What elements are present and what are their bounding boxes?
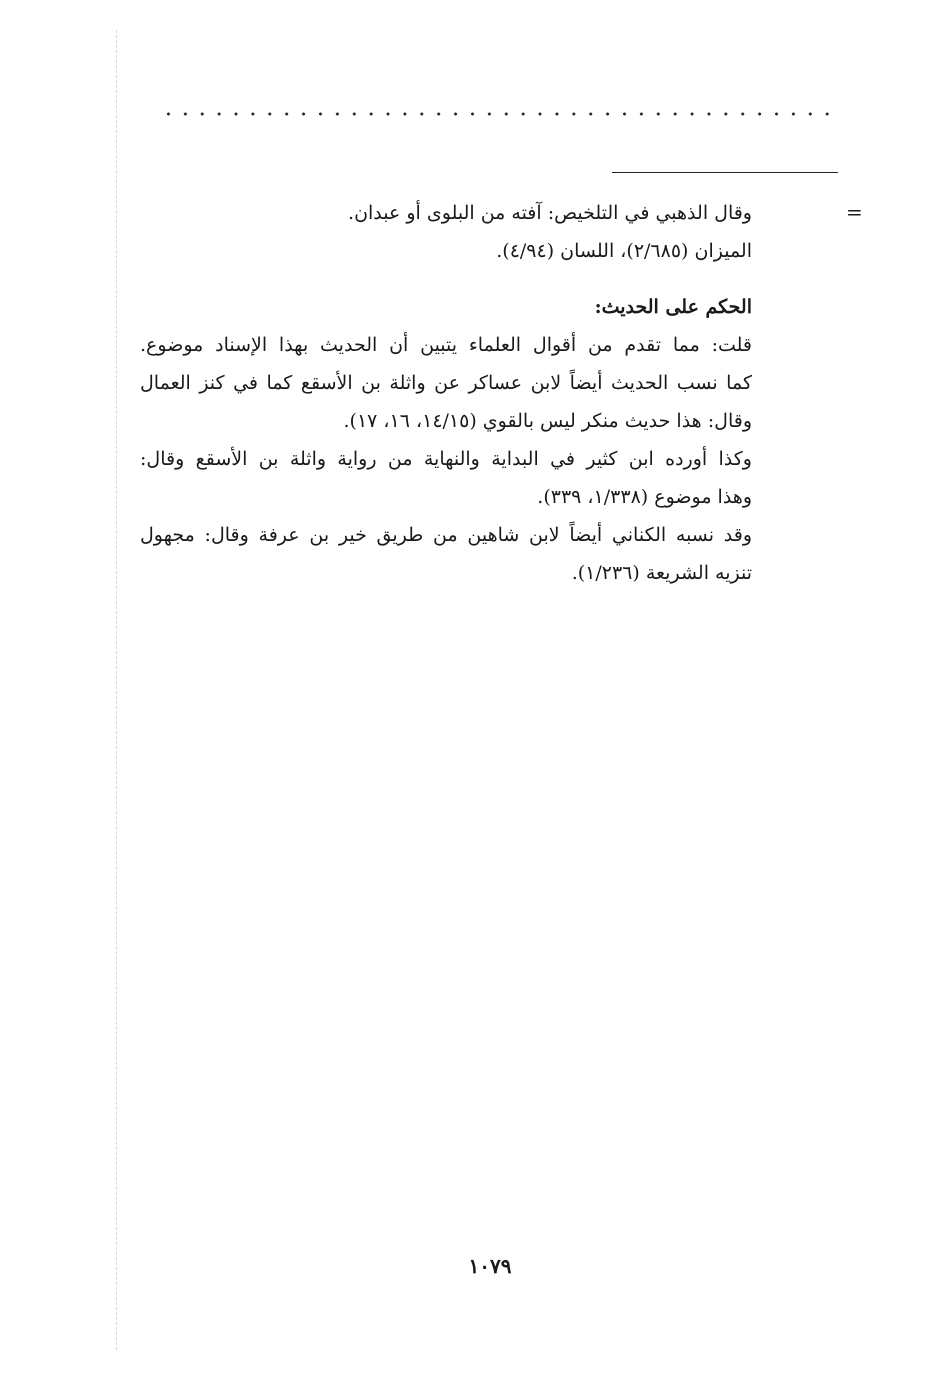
dotted-separator (160, 110, 836, 118)
ruling-line-2: كما نسب الحديث أيضاً لابن عساكر عن واثلة بن الأسقع كما في كنز العمال (140, 372, 752, 394)
hadith-ruling-section (140, 288, 752, 592)
ruling-line-4: وكذا أورده ابن كثير في البداية والنهاية من رواية واثلة بن الأسقع وقال: (140, 448, 752, 470)
ruling-line-5: وهذا موضوع (١/٣٣٨، ٣٣٩). (537, 486, 752, 508)
footnote-continuation-mark: = (846, 200, 863, 224)
page-number: ١٠٧٩ (468, 1254, 512, 1278)
ruling-line-7: تنزيه الشريعة (١/٢٣٦). (571, 562, 752, 584)
ruling-line-1: قلت: مما تقدم من أقوال العلماء يتبين أن الحديث بهذا الإسناد موضوع. (140, 334, 752, 356)
footnote-separator-rule (612, 172, 838, 173)
ruling-line-3: وقال: هذا حديث منكر ليس بالقوي (١٤/١٥، ١٦، ١٧). (343, 410, 752, 432)
scan-edge-line (116, 30, 117, 1350)
footnote-continuation (140, 194, 752, 270)
footnote-line-1: وقال الذهبي في التلخيص: آفته من البلوى أو عبدان. (348, 202, 752, 224)
section-heading: الحكم على الحديث: (594, 296, 752, 318)
footnote-line-2: الميزان (٢/٦٨٥)، اللسان (٤/٩٤). (496, 240, 752, 262)
ruling-line-6: وقد نسبه الكناني أيضاً لابن شاهين من طريق خير بن عرفة وقال: مجهول (140, 524, 752, 546)
